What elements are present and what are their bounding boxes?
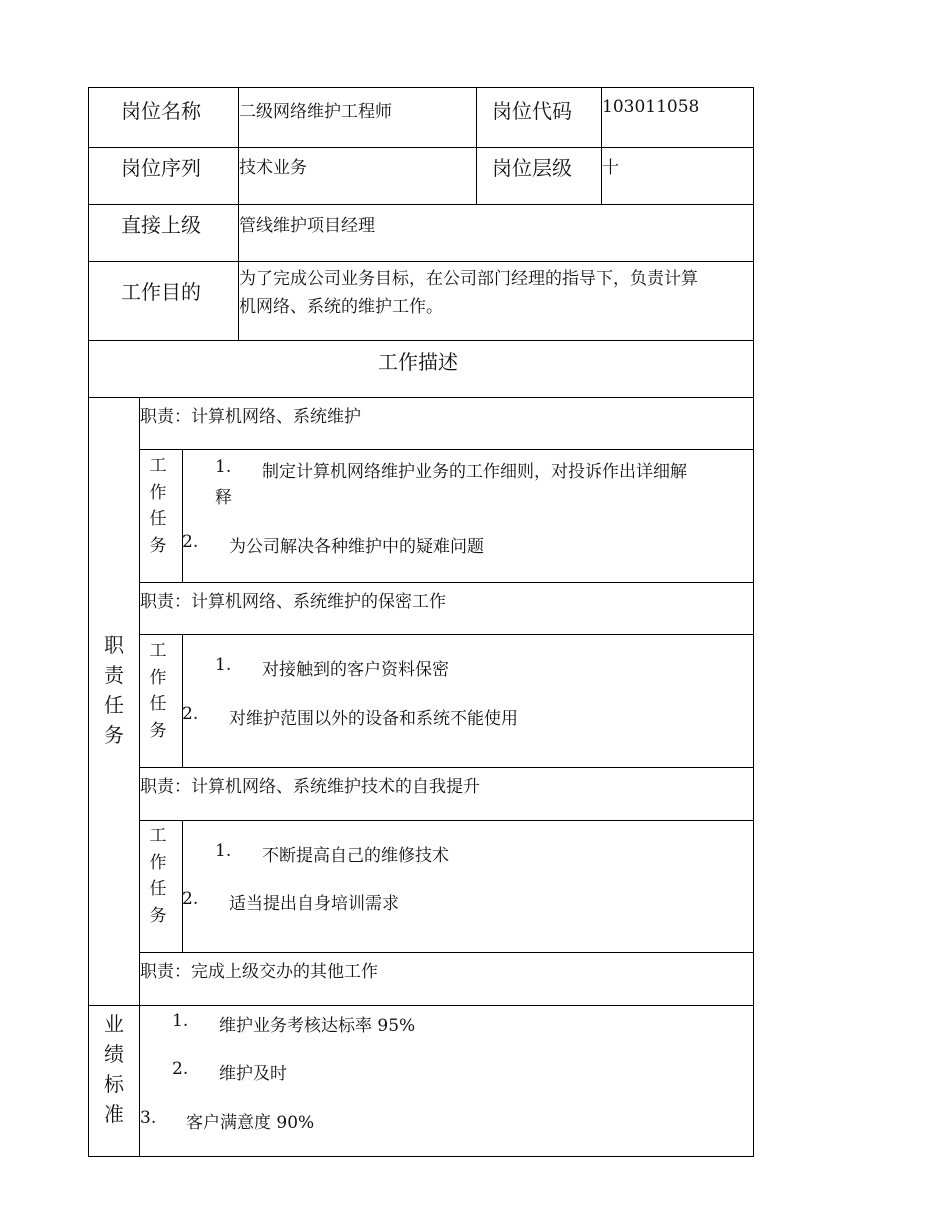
post-name-value: 二级网络维护工程师 bbox=[239, 102, 392, 122]
purpose-line-1: 为了完成公司业务目标，在公司部门经理的指导下，负责计算 bbox=[239, 269, 698, 289]
post-code-label: 岗位代码 bbox=[492, 99, 572, 123]
duty-1-task-2-text: 为公司解决各种维护中的疑难问题 bbox=[229, 537, 484, 557]
duty-1-task-2-num: 2. bbox=[182, 532, 199, 552]
purpose-label: 工作目的 bbox=[121, 280, 201, 304]
post-name-label: 岗位名称 bbox=[121, 99, 201, 123]
post-seq-value: 技术业务 bbox=[239, 158, 307, 178]
duty-3-task-label: 工 作 任 务 bbox=[149, 826, 167, 926]
superior-label: 直接上级 bbox=[121, 213, 201, 237]
duty-3-task-1-text: 不断提高自己的维修技术 bbox=[262, 846, 449, 866]
duty-2-task-1-text: 对接触到的客户资料保密 bbox=[262, 660, 449, 680]
duty-section-label: 职 责 任 务 bbox=[104, 633, 124, 747]
duty-3-task-2-text: 适当提出自身培训需求 bbox=[229, 894, 399, 914]
kpi-1-num: 1. bbox=[172, 1011, 189, 1031]
kpi-2-num: 2. bbox=[172, 1059, 189, 1079]
description-title: 工作描述 bbox=[378, 350, 458, 374]
duty-2-task-2-num: 2. bbox=[182, 704, 199, 724]
superior-value: 管线维护项目经理 bbox=[239, 216, 375, 236]
kpi-3-num: 3. bbox=[140, 1108, 157, 1128]
duty-2-task-2-text: 对维护范围以外的设备和系统不能使用 bbox=[229, 709, 518, 729]
post-seq-label: 岗位序列 bbox=[121, 156, 201, 180]
post-level-label: 岗位层级 bbox=[492, 156, 572, 180]
kpi-section-label: 业 绩 标 准 bbox=[104, 1012, 124, 1126]
kpi-2-text: 维护及时 bbox=[219, 1064, 287, 1084]
purpose-line-2: 机网络、系统的维护工作。 bbox=[239, 297, 443, 317]
duty-2-task-1-num: 1. bbox=[215, 655, 232, 675]
duty-2-task-label: 工 作 任 务 bbox=[149, 641, 167, 741]
duty-2-title: 职责：计算机网络、系统维护的保密工作 bbox=[140, 592, 446, 612]
job-description-table bbox=[88, 87, 754, 1157]
duty-1-task-1-num: 1. bbox=[215, 457, 232, 477]
duty-3-task-2-num: 2. bbox=[182, 889, 199, 909]
kpi-1-text: 维护业务考核达标率 95% bbox=[219, 1016, 416, 1036]
duty-1-task-1-text: 制定计算机网络维护业务的工作细则，对投诉作出详细解 bbox=[262, 462, 687, 482]
duty-1-task-label: 工 作 任 务 bbox=[149, 456, 167, 556]
duty-1-title: 职责：计算机网络、系统维护 bbox=[140, 407, 361, 427]
post-level-value: 十 bbox=[602, 158, 619, 178]
duty-4-title: 职责：完成上级交办的其他工作 bbox=[140, 962, 378, 982]
duty-3-title: 职责：计算机网络、系统维护技术的自我提升 bbox=[140, 777, 480, 797]
kpi-3-text: 客户满意度 90% bbox=[186, 1113, 315, 1133]
post-code-value: 103011058 bbox=[602, 97, 700, 117]
duty-1-task-1-cont: 释 bbox=[215, 488, 232, 508]
duty-3-task-1-num: 1. bbox=[215, 841, 232, 861]
